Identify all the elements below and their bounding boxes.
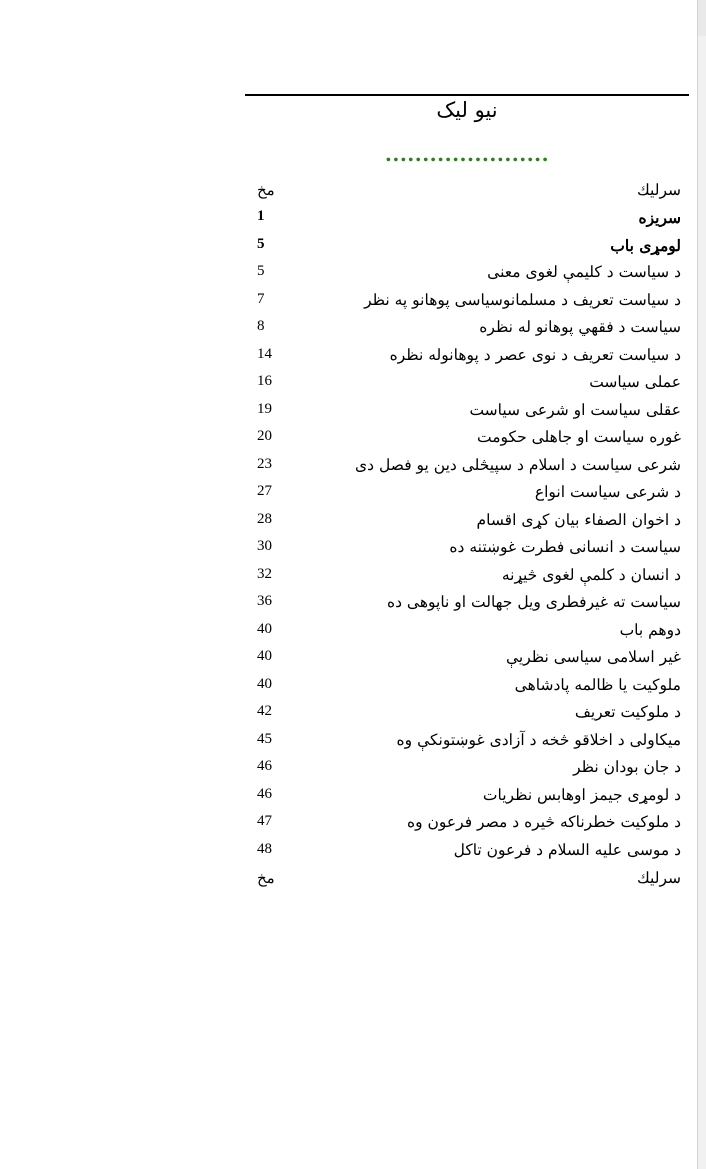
toc-entry-page: 14 xyxy=(257,345,272,362)
toc-entry xyxy=(245,483,689,511)
toc-footer-title: سرليك xyxy=(636,869,681,887)
toc-entry xyxy=(245,676,689,704)
toc-entry-title: ملوکیت یا ظالمه پادشاهی xyxy=(514,675,681,694)
toc-entry-title: سريزه xyxy=(638,208,681,227)
toc-entry-page: 32 xyxy=(257,565,272,582)
toc-entry xyxy=(245,401,689,429)
toc-entry-title: د سیاست تعریف د نوی عصر د پوهانوله نظره xyxy=(389,345,681,364)
toc-entry xyxy=(245,511,689,539)
toc-entry-page: 46 xyxy=(257,758,272,774)
toc-entry-title: د ملوکیت خطرناکه څیره د مصر فرعون وه xyxy=(406,813,681,831)
toc-entry-page: 19 xyxy=(257,400,272,417)
toc-header-row xyxy=(245,181,689,209)
toc-entry xyxy=(245,346,689,374)
toc-entry-page: 20 xyxy=(257,428,272,444)
toc-entry-page: 40 xyxy=(257,675,272,692)
toc-header-title: سرليك xyxy=(636,181,681,199)
toc-entry-title: عملی سیاست xyxy=(589,373,681,391)
toc-entry-title: غوره سیاست او جاهلی حکومت xyxy=(476,428,681,446)
toc-entry xyxy=(245,428,689,456)
toc-entry xyxy=(245,703,689,731)
toc-footer-page: مخ xyxy=(257,871,275,887)
toc-entry xyxy=(245,731,689,759)
toc-entry xyxy=(245,593,689,621)
toc-entry-page: 1 xyxy=(257,208,265,224)
toc-entry-title: د شرعی سیاست انواع xyxy=(534,483,681,501)
toc-entry-page: 46 xyxy=(257,785,272,802)
toc-entry-title: عقلی سیاست او شرعی سیاست xyxy=(469,400,681,419)
toc-entry-title: دوهم باب xyxy=(619,620,681,639)
scroll-edge xyxy=(698,36,706,1169)
toc-entry-page: 40 xyxy=(257,648,272,664)
toc-entry-title: میکاولی د اخلاقو څخه د آزادی غوښتونکې وه xyxy=(396,730,681,749)
toc-entry-title: د موسی علیه السلام د فرعون تاکل xyxy=(453,840,681,859)
toc-entry xyxy=(245,208,689,236)
toc-entry xyxy=(245,621,689,649)
toc-entry xyxy=(245,841,689,869)
toc-entry-title: د سیاست د کلیمې لغوی معنی xyxy=(487,263,681,281)
toc-entry-title: سیاست د انسانی فطرت غوښتنه ده xyxy=(449,538,681,556)
dotted-separator: ...................... xyxy=(384,142,550,166)
toc-entry-page: 30 xyxy=(257,538,272,554)
toc-entry-page: 7 xyxy=(257,290,265,307)
toc-entry-title: د اخوان الصفاء بیان کړی اقسام xyxy=(476,510,681,529)
toc-entry-title: غیر اسلامی سیاسی نظریې xyxy=(506,648,681,666)
toc-header-page: مخ xyxy=(257,183,275,199)
toc-footer-row xyxy=(245,869,689,897)
toc-entry-page: 48 xyxy=(257,840,272,857)
toc-entry xyxy=(245,813,689,841)
toc-entry xyxy=(245,263,689,291)
toc-entry xyxy=(245,786,689,814)
toc-entry-page: 42 xyxy=(257,703,272,719)
toc-entry-page: 23 xyxy=(257,455,272,472)
toc-entry-title: د سیاست تعریف د مسلمانوسیاسی پوهانو په نظر xyxy=(364,290,681,309)
toc-entry-page: 5 xyxy=(257,263,265,279)
toc-entry xyxy=(245,538,689,566)
toc-entry xyxy=(245,291,689,319)
toc-entry xyxy=(245,373,689,401)
toc-entry xyxy=(245,566,689,594)
toc-entry-page: 47 xyxy=(257,813,272,829)
toc-entry-title: د ملوکیت تعریف xyxy=(574,703,681,721)
toc-entry-title: شرعی سیاست د اسلام د سپيڅلی دین یو فصل دی xyxy=(355,455,681,474)
toc-entry-title: لومړی باب xyxy=(610,235,681,255)
toc-entry-title: سیاست ته غیرفطری ویل جهالت او ناپوهی ده xyxy=(386,593,681,611)
toc-entry xyxy=(245,236,689,264)
toc-entry-page: 16 xyxy=(257,373,272,389)
toc-entry-page: 45 xyxy=(257,730,272,747)
toc-entry-page: 36 xyxy=(257,593,272,609)
toc-entry-title: د لومړی جیمز اوهابس نظريات xyxy=(482,785,681,804)
toc-entry xyxy=(245,648,689,676)
toc-entry-title: د انسان د کلمې لغوی څیړنه xyxy=(501,565,681,584)
toc-entry xyxy=(245,318,689,346)
toc-entry-title: د جان بودان نظر xyxy=(573,758,681,776)
toc-entry xyxy=(245,758,689,786)
toc-entry-page: 28 xyxy=(257,510,272,527)
toc-entry-page: 40 xyxy=(257,620,272,637)
toc-entry-title: سیاست د فقهي پوهانو له نظره xyxy=(479,318,681,336)
toc-entry xyxy=(245,456,689,484)
top-rule xyxy=(245,94,689,96)
toc-entry-page: 27 xyxy=(257,483,272,499)
toc-entry-page: 8 xyxy=(257,318,265,334)
toc-entry-page: 5 xyxy=(257,235,265,252)
page-title: نیو لیک xyxy=(436,98,498,122)
